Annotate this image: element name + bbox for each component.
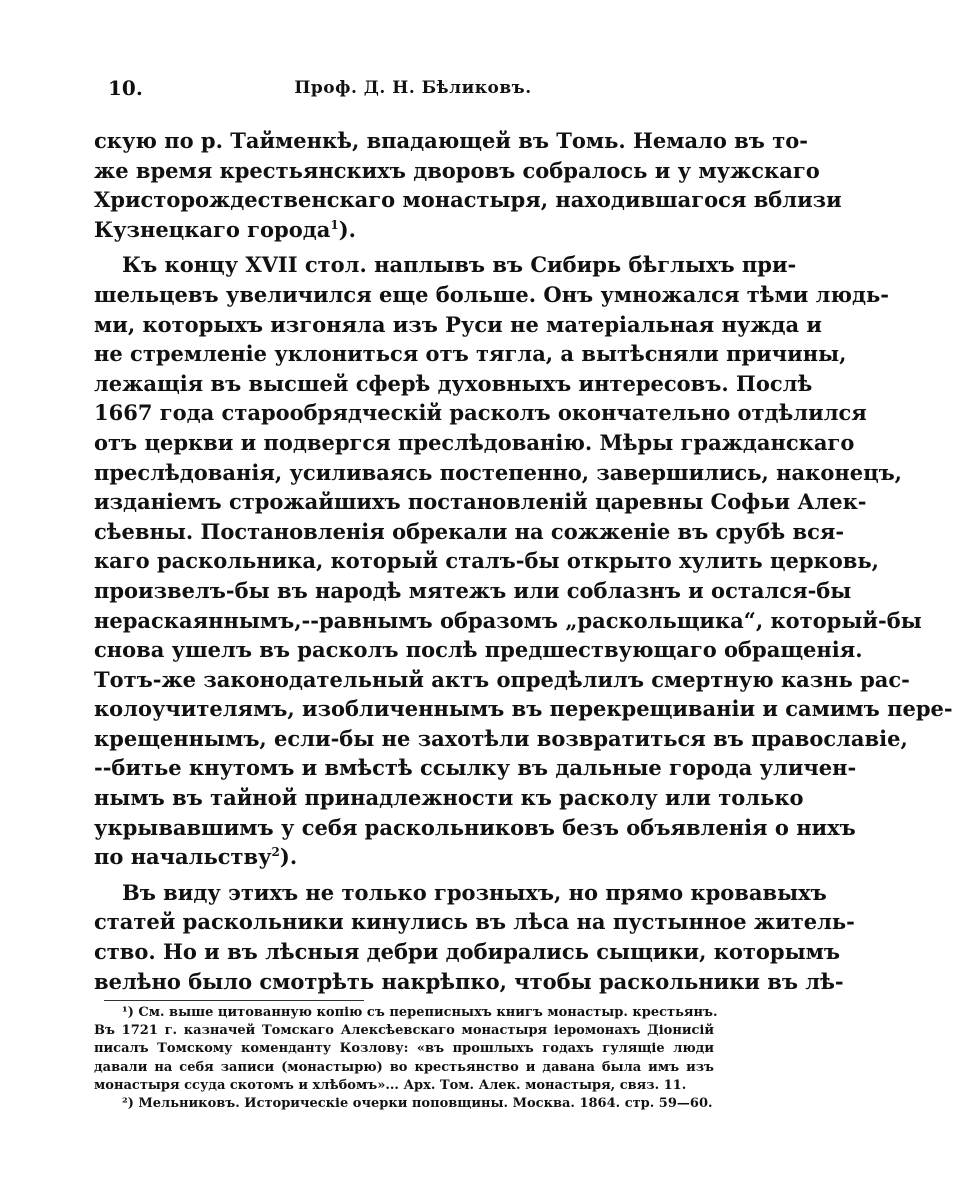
footnote-line: писалъ Томскому коменданту Козлову: «въ прошлыхъ годахъ гулящіе люди: [94, 1041, 714, 1057]
body-text: [94, 126, 953, 1002]
paragraph-2: [94, 250, 953, 871]
text-line: отъ церкви и подвергся преслѣдованію. Мѣры гражданскаго: [94, 429, 855, 455]
running-head: Проф. Д. Н. Бѣликовъ.: [294, 78, 532, 98]
text-line: Въ виду этихъ не только грозныхъ, но прямо кровавыхъ: [122, 879, 827, 905]
text-line: не стремленіе уклониться отъ тягла, а вытѣсняли причины,: [94, 341, 847, 367]
text-line: сѣевны. Постановленія обрекали на сожженіе въ срубѣ вся-: [94, 518, 845, 544]
text-line: [94, 215, 716, 245]
footnote-divider: [104, 1000, 364, 1001]
footnote-1: [94, 1004, 718, 1095]
text-line: нераскаяннымъ,--равнымъ образомъ „раскольщика“, который-бы: [94, 607, 922, 633]
text-line: крещеннымъ, если-бы не захотѣли возвратиться въ православіе,: [94, 725, 908, 751]
paragraph-3: [94, 878, 855, 996]
paragraph-1: [94, 126, 842, 244]
text-line: Къ концу XVII стол. наплывъ въ Сибирь бѣглыхъ при-: [122, 252, 797, 278]
text-line: Христорождественскаго монастыря, находившагося вблизи: [94, 187, 842, 213]
footnote-line: Въ 1721 г. казначей Томскаго Алексѣевскаго монастыря іеромонахъ Діонисій: [94, 1023, 714, 1039]
footnote-line: монастыря ссуда скотомъ и хлѣбомъ»... Арх. Том. Алек. монастыря, связ. 11.: [94, 1077, 687, 1093]
text-line: лежащія въ высшей сферѣ духовныхъ интересовъ. Послѣ: [94, 370, 813, 396]
text-line: нымъ въ тайной принадлежности къ расколу или только: [94, 785, 804, 811]
text-line: 1667 года старообрядческій расколъ окончательно отдѣлился: [94, 400, 867, 426]
text-line: [94, 842, 716, 872]
footnotes: [94, 1004, 718, 1113]
text-line: ми, которыхъ изгоняла изъ Руси не матеріальная нужда и: [94, 311, 822, 337]
text-line: скую по р. Тайменкѣ, впадающей въ Томь. Немало въ то-: [94, 128, 808, 153]
line-tail: ).: [279, 844, 298, 870]
page-header: [108, 76, 718, 106]
text-line: колоучителямъ, изобличеннымъ въ перекрещиваніи и самимъ пере-: [94, 696, 953, 722]
footnote-line: давали на себя записи (монастырю) во крестьянство и давана была имъ изъ: [94, 1059, 714, 1075]
text-line: преслѣдованія, усиливаясь постепенно, завершились, наконецъ,: [94, 459, 902, 485]
text-line: снова ушелъ въ расколъ послѣ предшествующаго обращенія.: [94, 637, 863, 663]
footnote-ref[interactable]: 2: [271, 845, 280, 860]
footnote-line: ²) Мельниковъ. Историческіе очерки поповщины. Москва. 1864. стр. 59—60.: [122, 1096, 713, 1112]
text-line: Тотъ-же законодательный актъ опредѣлилъ смертную казнь рас-: [94, 666, 910, 692]
text-line: ство. Но и въ лѣсныя дебри добирались сыщики, которымъ: [94, 939, 841, 965]
text-line: укрывавшимъ у себя раскольниковъ безъ объявленія о нихъ: [94, 814, 856, 840]
text-line: изданіемъ строжайшихъ постановленій царевны Софьи Алек-: [94, 489, 867, 515]
footnote-ref[interactable]: 1: [330, 217, 339, 232]
text-line: произвелъ-бы въ народѣ мятежъ или соблазнъ и остался-бы: [94, 577, 852, 603]
text-line: статей раскольники кинулись въ лѣса на пустынное житель-: [94, 909, 855, 935]
text-line: велѣно было смотрѣть накрѣпко, чтобы раскольники въ лѣ-: [94, 968, 844, 994]
footnote-line: ¹) См. выше цитованную копію съ переписныхъ книгъ монастыр. крестьянъ.: [122, 1005, 718, 1020]
page-number: 10.: [108, 76, 143, 100]
footnote-2: [94, 1095, 714, 1113]
line-text: Кузнецкаго города: [94, 216, 331, 242]
text-line: же время крестьянскихъ дворовъ собралось и у мужскаго: [94, 157, 820, 183]
text-line: --битье кнутомъ и вмѣстѣ ссылку въ дальные города уличен-: [94, 755, 857, 781]
text-line: шельцевъ увеличился еще больше. Онъ умножался тѣми людь-: [94, 281, 889, 307]
line-tail: ).: [338, 216, 356, 242]
text-line: каго раскольника, который сталъ-бы открыто хулить церковь,: [94, 548, 879, 574]
line-text: по начальству: [94, 844, 272, 870]
